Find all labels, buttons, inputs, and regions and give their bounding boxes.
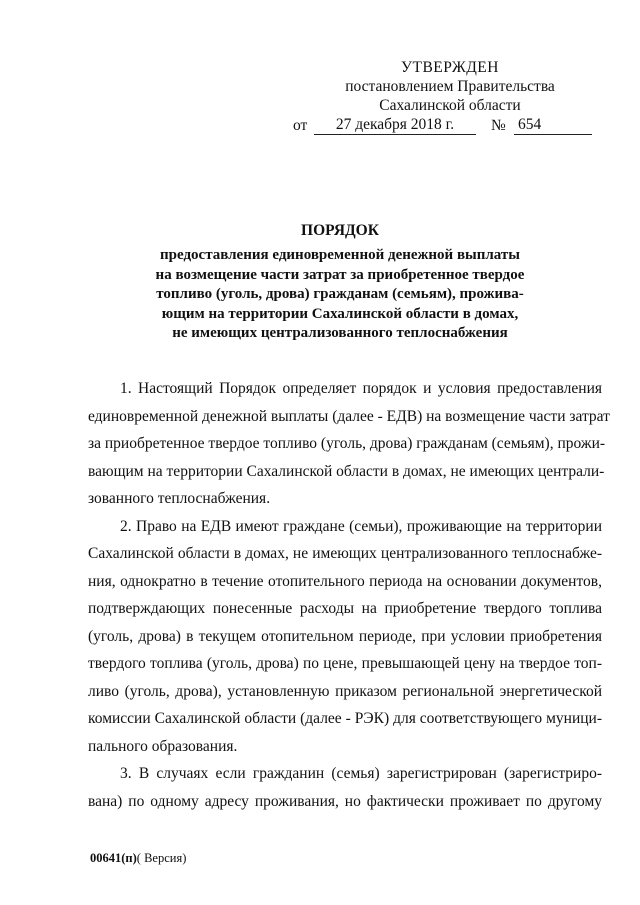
- paragraph-2: [88, 513, 602, 761]
- approval-date: 27 декабря 2018 г.: [314, 116, 476, 135]
- approval-block: [290, 58, 610, 136]
- approval-line-2: Сахалинской области: [379, 97, 521, 114]
- number-label: №: [491, 117, 506, 134]
- document-title: ПОРЯДОК: [301, 222, 379, 239]
- text-line: вающим на территории Сахалинской области в домах, не имеющих централи-: [88, 462, 605, 480]
- text-line: за приобретенное твердое топливо (уголь, дрова) гражданам (семьям), прожи-: [88, 435, 606, 452]
- text-line: вана) по одному адресу проживания, но фактически проживает по другому: [88, 792, 602, 810]
- text-line: 3. В случаях если гражданин (семья) зарегистрирован (зарегистриро-: [120, 765, 602, 782]
- paragraph-3: [88, 760, 602, 815]
- subtitle-line: не имеющих централизованного теплоснабжения: [172, 325, 508, 341]
- document-footer: [90, 851, 186, 866]
- document-body: [88, 375, 610, 815]
- subtitle-line: предоставления единовременной денежной выплаты: [160, 247, 520, 263]
- date-label: от: [293, 117, 308, 134]
- approval-title: УТВЕРЖДЕН: [401, 59, 499, 76]
- text-line: 2. Право на ЕДВ имеют граждане (семьи), проживающие на территории: [120, 517, 602, 535]
- text-line: ния, однократно в течение отопительного периода на основании документов,: [88, 572, 602, 590]
- text-line: комиссии Сахалинской области (далее - РЭК) для соответствующего муници-: [88, 710, 602, 727]
- text-line: твердого топлива (уголь, дрова) по цене, превышающей цену на твердое топ-: [88, 655, 602, 672]
- approval-line-1: постановлением Правительства: [345, 78, 555, 95]
- text-line: подтверждающих понесенные расходы на приобретение твердого топлива: [88, 600, 602, 617]
- text-line: (уголь, дрова) в текущем отопительном периоде, при условии приобретения: [88, 627, 602, 645]
- approval-number: 654: [514, 116, 592, 135]
- subtitle-line: топливо (уголь, дрова) гражданам (семьям), прожива-: [156, 286, 524, 302]
- document-subtitle: [90, 246, 590, 344]
- text-line: пального образования.: [88, 737, 238, 755]
- text-line: 1. Настоящий Порядок определяет порядок и условия предоставления: [120, 380, 602, 397]
- text-line: зованного теплоснабжения.: [88, 490, 271, 507]
- subtitle-line: на возмещение части затрат за приобретенное твердое: [155, 266, 525, 283]
- document-code: 00641(п): [90, 851, 137, 865]
- document-version: ( Версия): [136, 851, 187, 865]
- approval-dateline: [290, 116, 610, 136]
- subtitle-line: ющим на территории Сахалинской области в домах,: [161, 305, 519, 322]
- text-line: Сахалинской области в домах, не имеющих централизованного теплоснабже-: [88, 545, 602, 562]
- text-line: ливо (уголь, дрова), установленную приказом региональной энергетической: [88, 682, 602, 700]
- paragraph-1: [88, 375, 610, 513]
- text-line: единовременной денежной выплаты (далее - ЕДВ) на возмещение части затрат: [88, 407, 610, 425]
